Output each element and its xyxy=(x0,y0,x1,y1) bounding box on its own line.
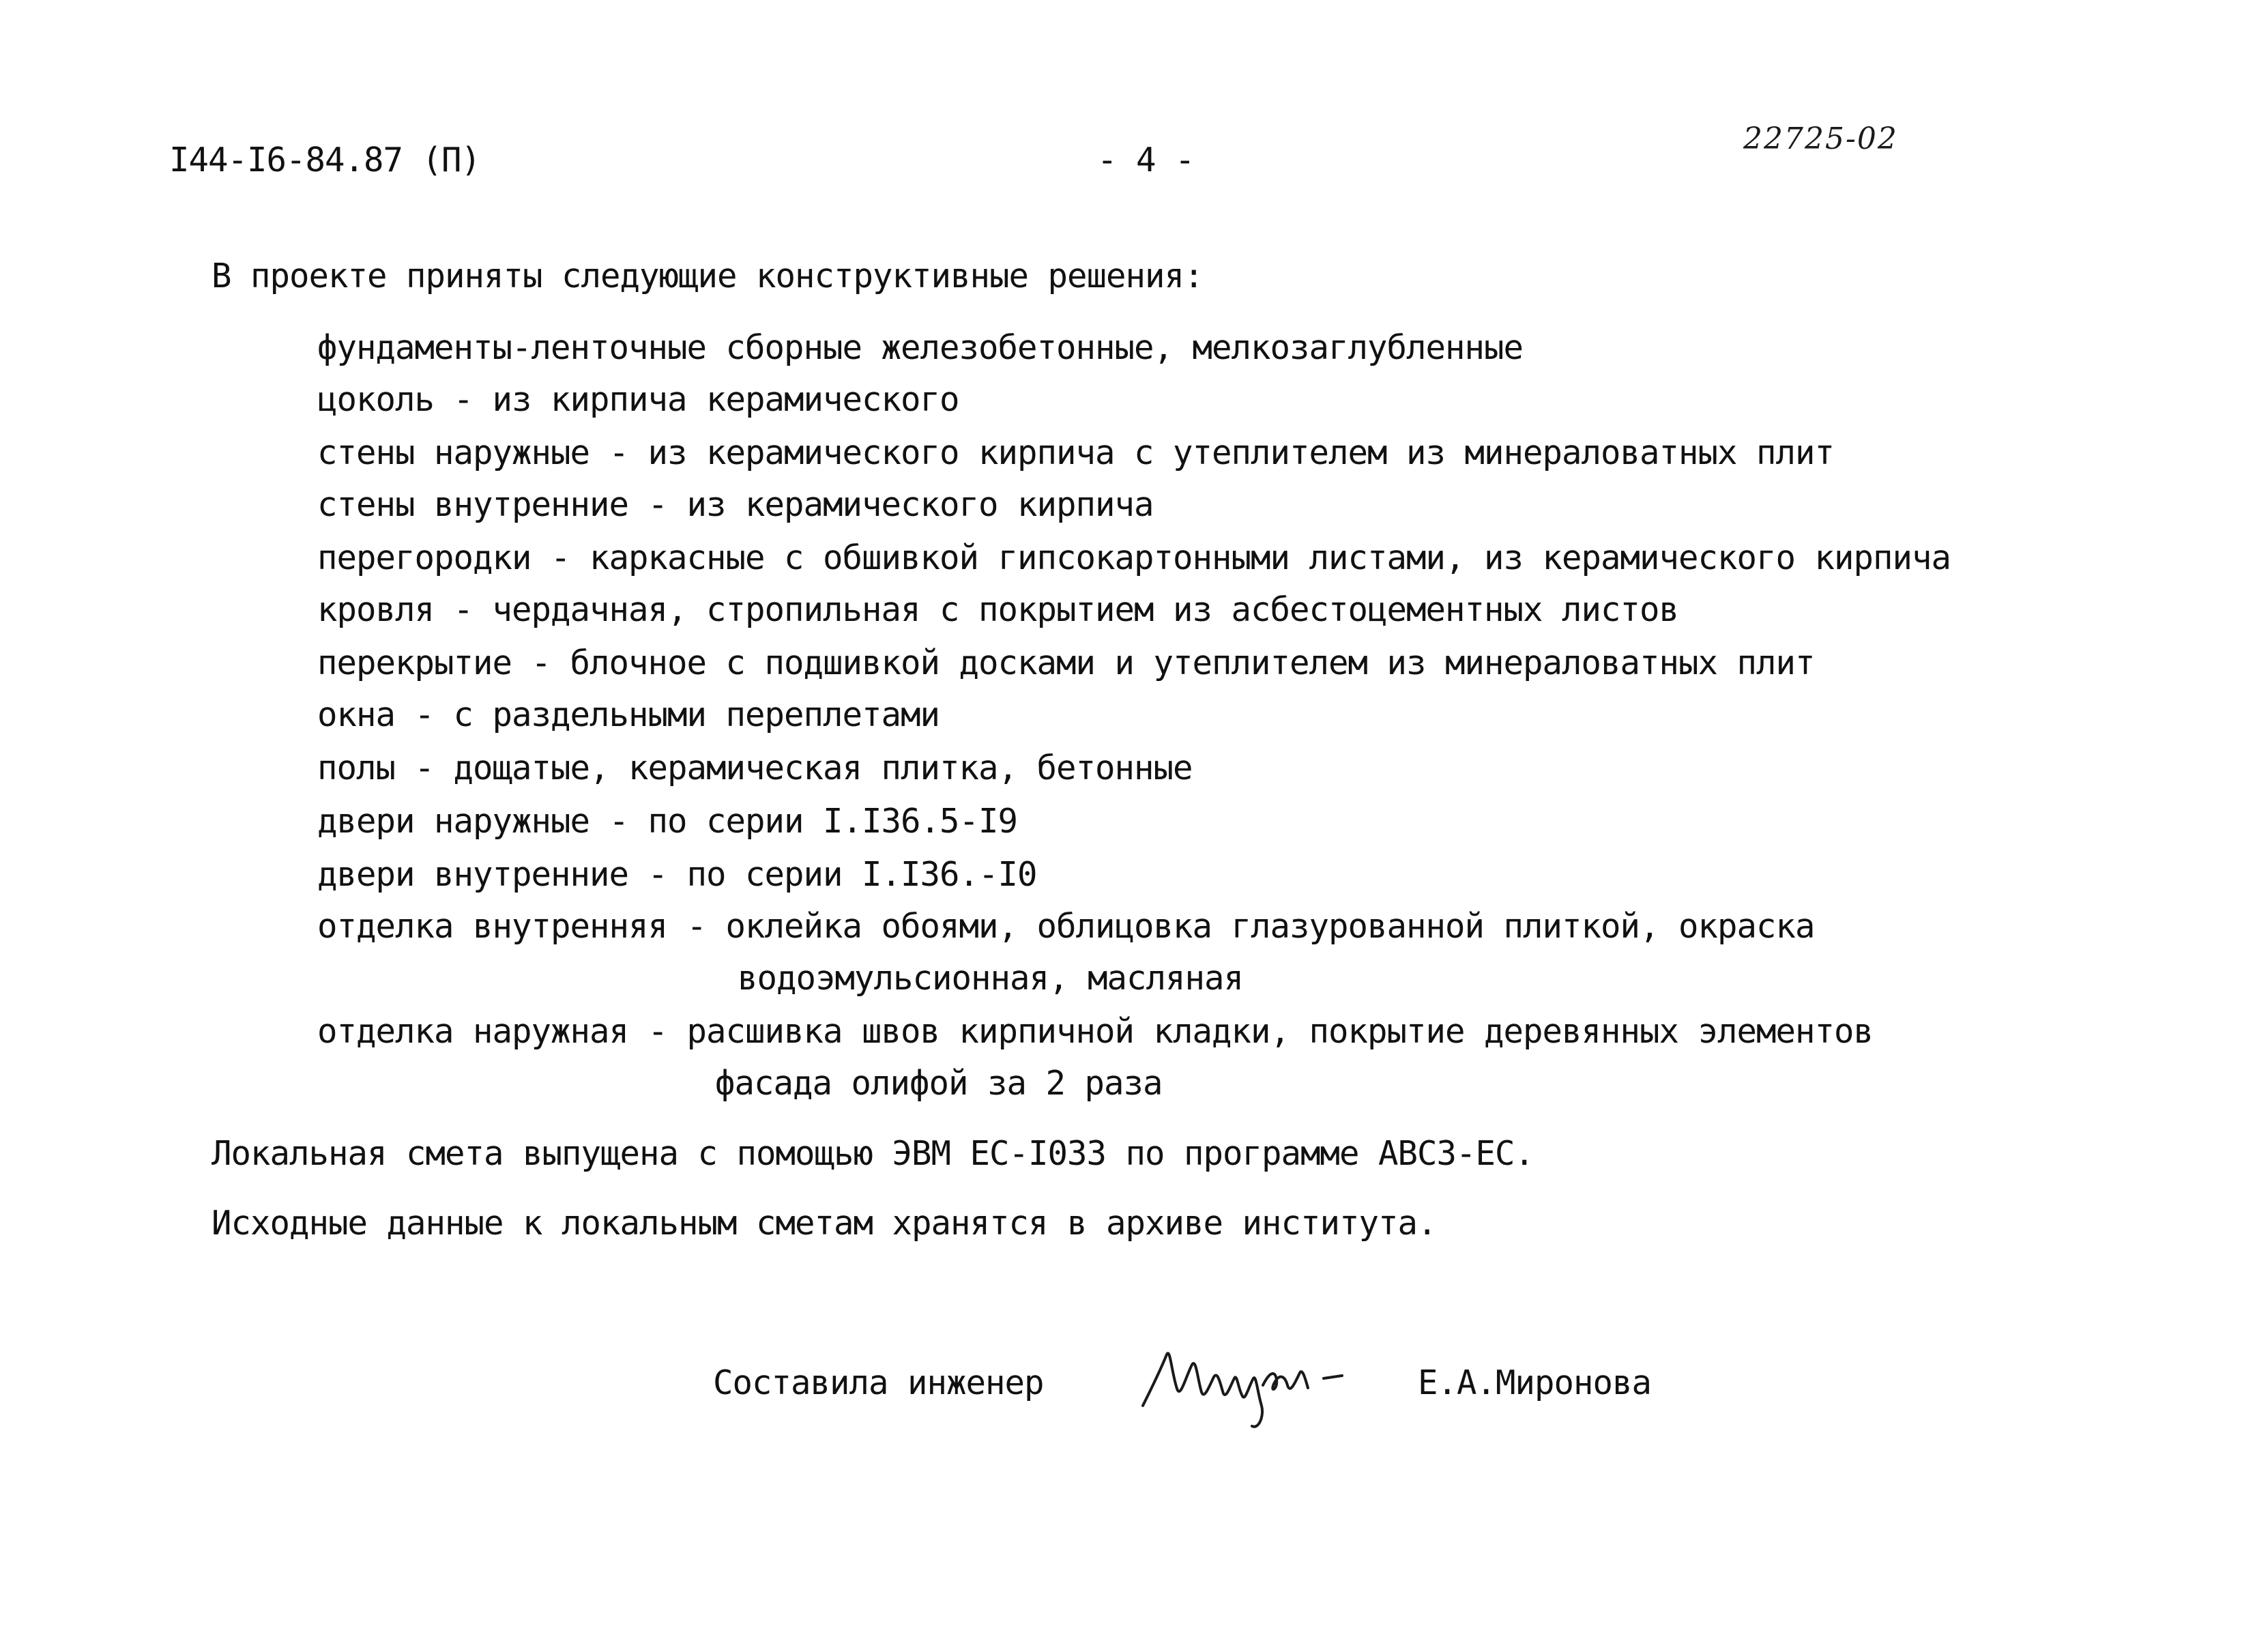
list-item: стены наружные - из керамического кирпича с утеплителем из минераловатных плит xyxy=(317,433,1835,472)
list-item: перегородки - каркасные с обшивкой гипсокартонными листами, из керамического кирпича xyxy=(317,538,1951,577)
list-item: двери внутренние - по серии I.I36.-I0 xyxy=(317,855,1037,894)
finishing-outer-line2: фасада олифой за 2 раза xyxy=(715,1064,1163,1103)
finishing-inner-line1: отделка внутренняя - оклейка обоями, облицовка глазурованной плиткой, окраска xyxy=(317,907,1815,946)
list-item: кровля - чердачная, стропильная с покрытием из асбестоцементных листов xyxy=(317,590,1679,629)
page-number: - 4 - xyxy=(1097,141,1195,179)
list-item: стены внутренние - из керамического кирпича xyxy=(317,485,1154,524)
archive-number: 22725-02 xyxy=(1743,121,1898,156)
note-archive: Исходные данные к локальным сметам хранятся в архиве института. xyxy=(212,1204,1437,1243)
list-item: фундаменты-ленточные сборные железобетонные, мелкозаглубленные xyxy=(317,328,1524,367)
doc-code: I44-I6-84.87 (П) xyxy=(169,141,481,179)
handwritten-signature xyxy=(1129,1331,1375,1433)
signature-name: Е.А.Миронова xyxy=(1418,1363,1652,1402)
list-item: полы - дощатые, керамическая плитка, бетонные xyxy=(317,749,1193,787)
finishing-outer-line1: отделка наружная - расшивка швов кирпичной кладки, покрытие деревянных элементов xyxy=(317,1012,1874,1051)
signature-label: Составила инженер xyxy=(713,1363,1044,1402)
note-estimate: Локальная смета выпущена с помощью ЭВМ ЕС-I033 по программе АВС3-ЕС. xyxy=(212,1134,1534,1173)
list-item: двери наружные - по серии I.I36.5-I9 xyxy=(317,802,1018,841)
finishing-inner-line2: водоэмульсионная, масляная xyxy=(738,959,1244,998)
intro-line: В проекте приняты следующие конструктивные решения: xyxy=(212,257,1204,295)
list-item: окна - с раздельными переплетами xyxy=(317,695,940,734)
list-item: перекрытие - блочное с подшивкой досками и утеплителем из минераловатных плит xyxy=(317,643,1815,682)
list-item: цоколь - из кирпича керамического xyxy=(317,380,959,419)
